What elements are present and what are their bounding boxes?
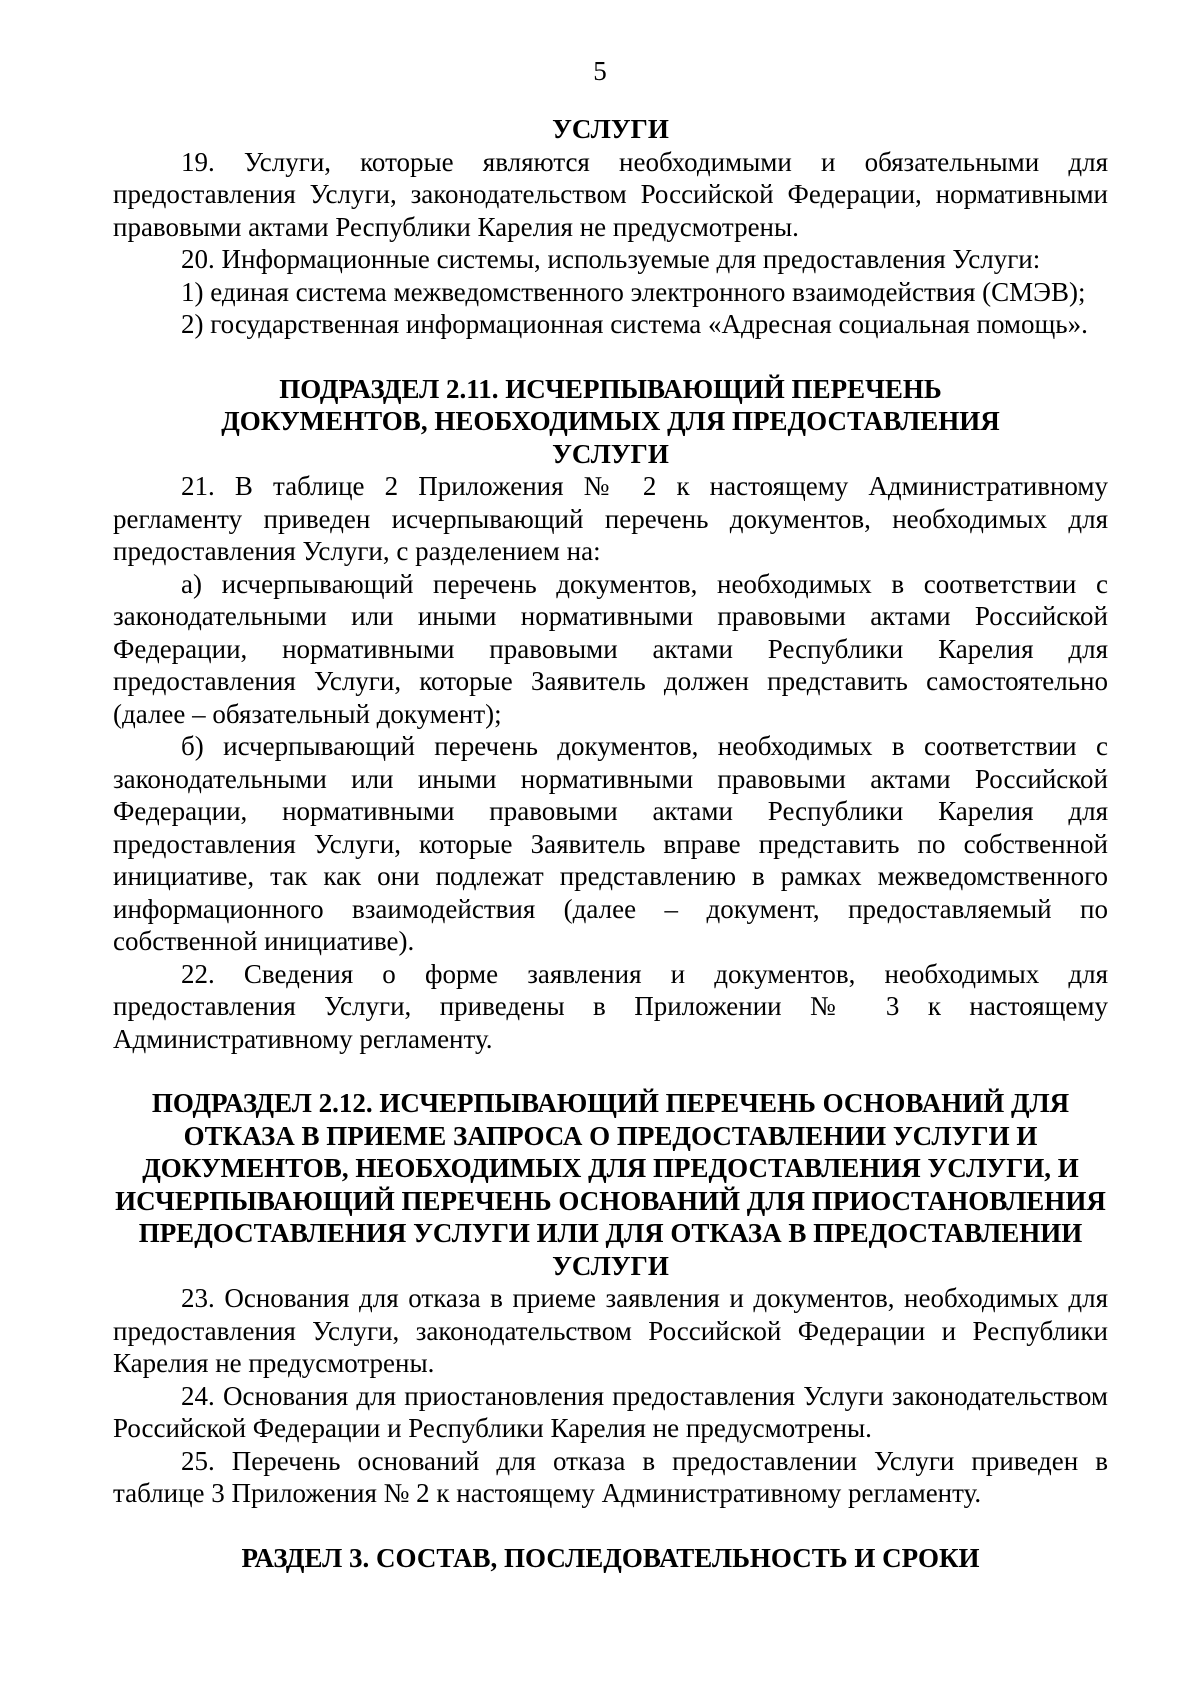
section-heading: ПОДРАЗДЕЛ 2.12. ИСЧЕРПЫВАЮЩИЙ ПЕРЕЧЕНЬ ОСНОВАНИЙ ДЛЯ ОТКАЗА В ПРИЕМЕ ЗАПРОСА О ПРЕДОСТАВЛЕНИИ УСЛУГИ И ДОКУМЕНТОВ, НЕОБХОДИМЫХ ДЛЯ ПРЕДОСТАВЛЕНИЯ УСЛУГИ, И ИСЧЕРПЫВАЮЩИЙ ПЕРЕЧЕНЬ ОСНОВАНИЙ ДЛЯ ПРИОСТАНОВЛЕНИЯ ПРЕДОСТАВЛЕНИЯ УСЛУГИ ИЛИ ДЛЯ ОТКАЗА В ПРЕДОСТАВЛЕНИИ УСЛУГИ [115,1088,1106,1281]
section-heading: ПОДРАЗДЕЛ 2.11. ИСЧЕРПЫВАЮЩИЙ ПЕРЕЧЕНЬ ДОКУМЕНТОВ, НЕОБХОДИМЫХ ДЛЯ ПРЕДОСТАВЛЕНИЯ УСЛУГИ [221,373,1000,469]
list-item: а) исчерпывающий перечень документов, необходимых в соответствии с законодательными или иными нормативными правовыми актами Российской Федерации, нормативными правовыми актами Республики Карелия для предоставления Услуги, которые Заявитель должен представить самостоятельно (далее – обязательный документ); [113,568,1108,729]
section-heading: РАЗДЕЛ 3. СОСТАВ, ПОСЛЕДОВАТЕЛЬНОСТЬ И СРОКИ [241,1542,980,1573]
paragraph: 22. Сведения о форме заявления и документов, необходимых для предоставления Услуги, приведены в Приложении № 3 к настоящему Административному регламенту. [113,958,1108,1054]
section-heading: УСЛУГИ [552,114,669,144]
section-spacer [113,341,1108,373]
paragraph: 19. Услуги, которые являются необходимыми и обязательными для предоставления Услуги, законодательством Российской Федерации, нормативными правовыми актами Республики Карелия не предусмотрены. [113,146,1108,242]
list-item: 1) единая система межведомственного электронного взаимодействия (СМЭВ); [181,276,1086,307]
paragraph: 25. Перечень оснований для отказа в предоставлении Услуги приведен в таблице 3 Приложения № 2 к настоящему Административному регламенту. [113,1445,1108,1508]
section-spacer [113,1510,1108,1542]
page-number: 5 [593,56,607,86]
paragraph: 21. В таблице 2 Приложения № 2 к настоящему Административному регламенту приведен исчерпывающий перечень документов, необходимых для предоставления Услуги, с разделением на: [113,471,1108,566]
section-spacer [113,1055,1108,1087]
paragraph: 24. Основания для приостановления предоставления Услуги законодательством Российской Федерации и Республики Карелия не предусмотрены. [113,1380,1108,1443]
paragraph: 20. Информационные системы, используемые для предоставления Услуги: [181,244,1041,274]
document-body [113,113,1108,1574]
list-item: б) исчерпывающий перечень документов, необходимых в соответствии с законодательными или иными нормативными правовыми актами Российской Федерации, нормативными правовыми актами Республики Карелия для предоставления Услуги, которые Заявитель вправе представить по собственной инициативе, так как они подлежат представлению в рамках межведомственного информационного взаимодействия (далее – документ, предоставляемый по собственной инициативе). [113,731,1108,956]
list-item: 2) государственная информационная система «Адресная социальная помощь». [181,309,1088,339]
paragraph: 23. Основания для отказа в приеме заявления и документов, необходимых для предоставления Услуги, законодательством Российской Федерации и Республики Карелия не предусмотрены. [113,1283,1108,1378]
